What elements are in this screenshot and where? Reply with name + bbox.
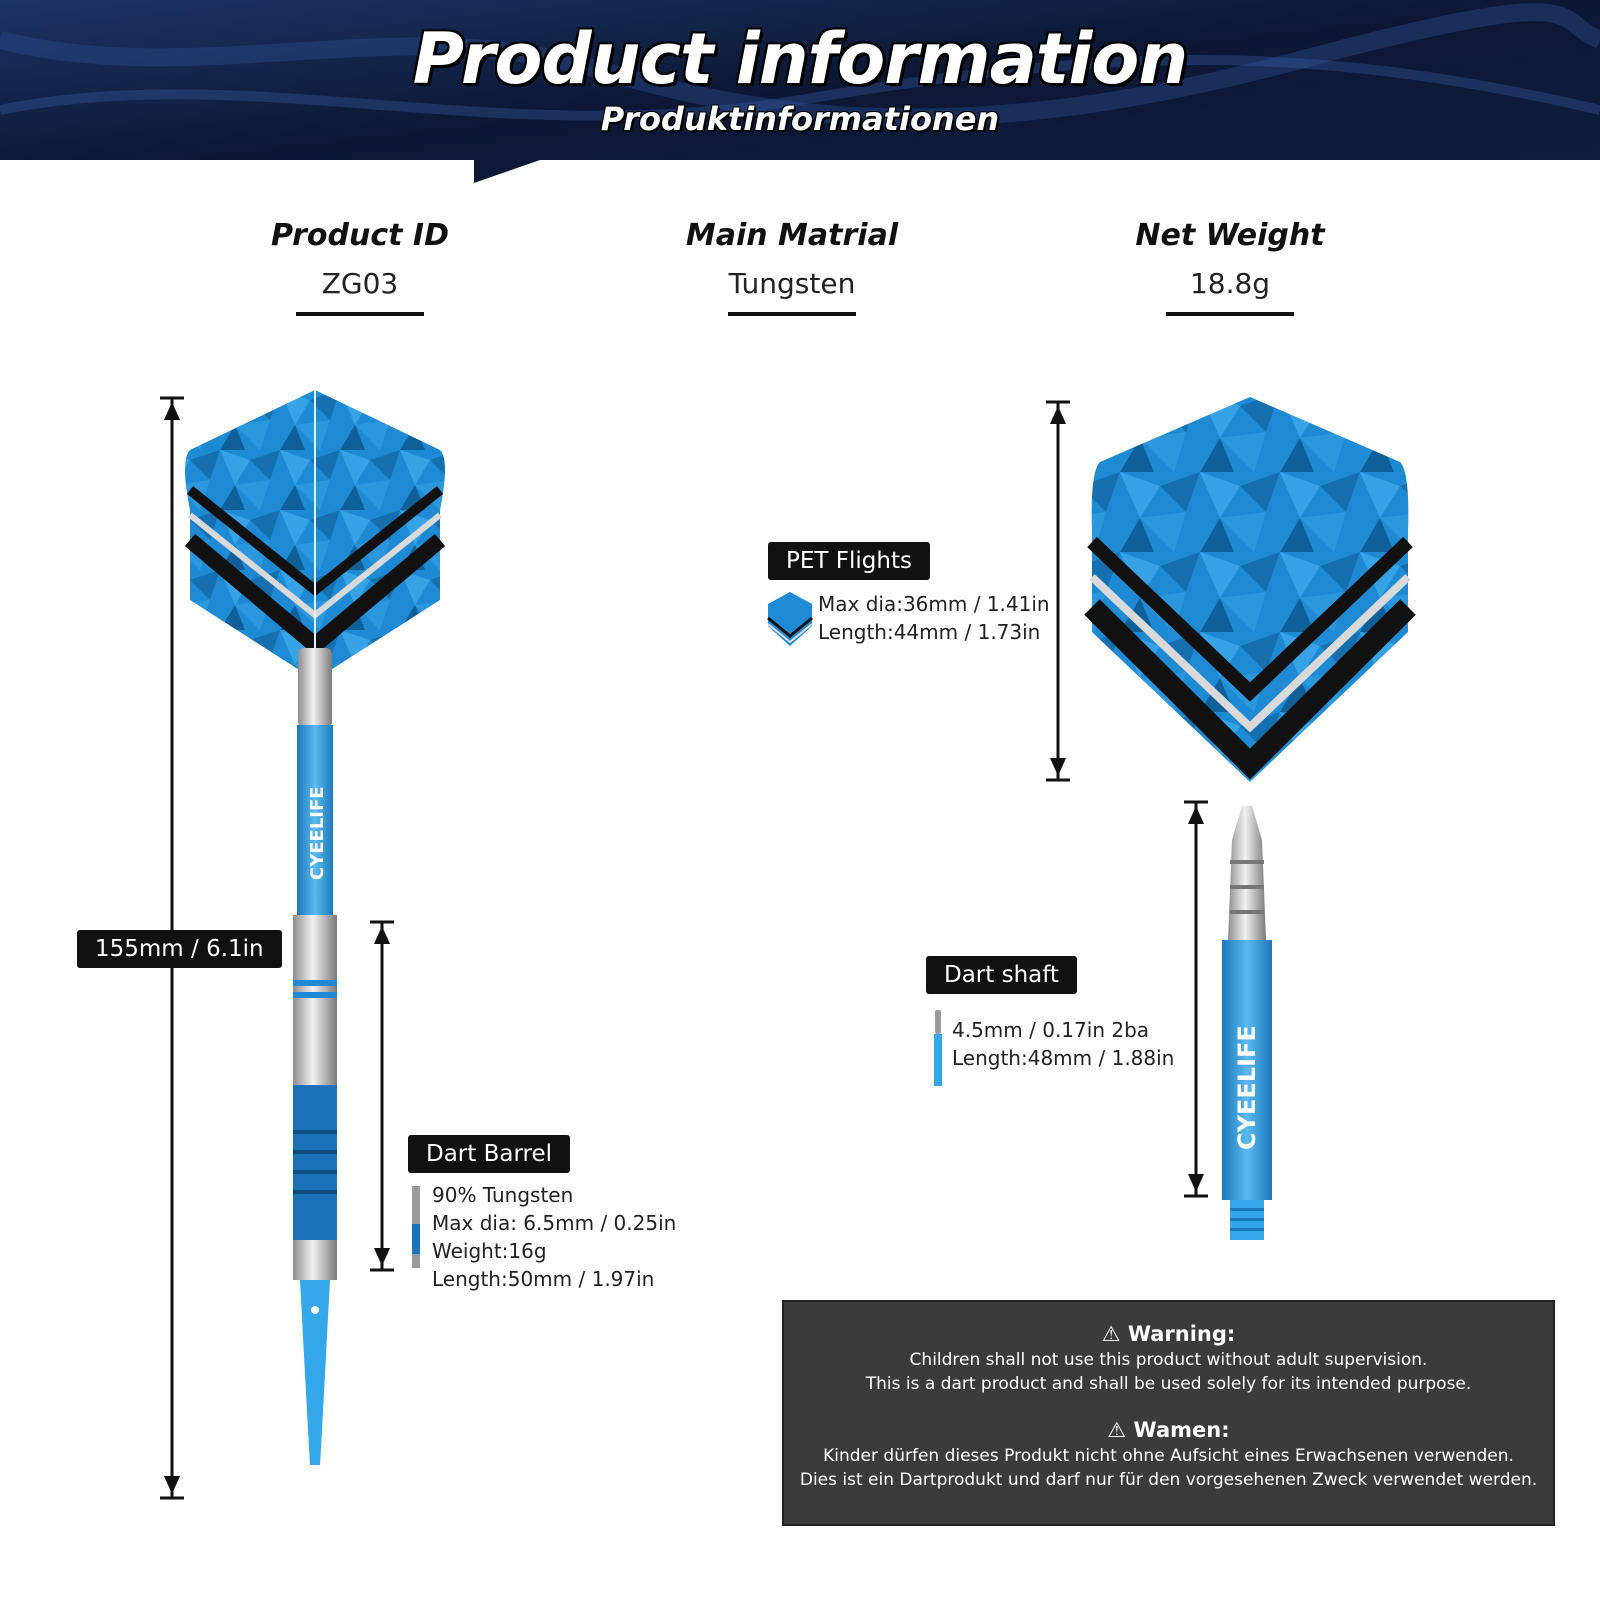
barrel-grip — [293, 975, 337, 1280]
warning-line: Children shall not use this product without adult supervision. — [909, 1350, 1428, 1370]
spec-value: 18.8g — [1189, 267, 1271, 300]
flight-front — [185, 390, 445, 680]
spec-label: Main Matrial — [685, 218, 899, 253]
spec-label: Net Weight — [1135, 218, 1325, 253]
warning-line: Dies ist ein Dartprodukt und darf nur für den vorgesehenen Zweck verwendet werden. — [799, 1470, 1538, 1490]
spec-label: Product ID — [271, 218, 449, 253]
shaft-thread: 4.5mm / 0.17in 2ba — [952, 1018, 1150, 1042]
flights-details — [818, 590, 1050, 646]
barrel-tag: Dart Barrel — [408, 1135, 570, 1173]
flights-length: Length:44mm / 1.73in — [818, 620, 1041, 644]
spec-underline — [296, 312, 424, 316]
spec-net-weight — [1070, 218, 1390, 316]
shaft-length-arrow — [1184, 802, 1208, 1196]
shaft-tag: Dart shaft — [926, 956, 1077, 994]
page-title: Product information — [412, 18, 1188, 100]
brand-logo: CYEELIFE — [1233, 1025, 1261, 1150]
total-length-tag: 155mm / 6.1in — [77, 930, 282, 968]
spec-underline — [1166, 312, 1294, 316]
spec-underline — [728, 312, 856, 316]
flight-large-illustration — [1040, 392, 1420, 792]
warning-title-de: ⚠ Wamen: — [1107, 1418, 1230, 1442]
barrel-material: 90% Tungsten — [432, 1183, 574, 1207]
barrel-max-dia: Max dia: 6.5mm / 0.25in — [432, 1211, 677, 1235]
spec-main-material — [632, 218, 952, 316]
flight-mini-icon — [766, 590, 814, 650]
spec-product-id — [200, 218, 520, 316]
shaft-details — [952, 1016, 1174, 1072]
header-banner — [0, 0, 1600, 185]
flight-length-arrow — [1046, 402, 1070, 780]
barrel-details — [432, 1181, 676, 1293]
warning-icon: ⚠ — [1107, 1418, 1134, 1442]
spec-value: Tungsten — [728, 267, 856, 300]
warning-icon: ⚠ — [1101, 1322, 1128, 1346]
barrel-weight: Weight:16g — [432, 1239, 547, 1263]
shaft-large-illustration — [1180, 800, 1290, 1250]
warning-line: This is a dart product and shall be used solely for its intended purpose. — [865, 1374, 1472, 1394]
barrel-mini-icon — [410, 1186, 422, 1268]
warning-title-en: ⚠ Warning: — [1101, 1322, 1236, 1346]
page-subtitle: Produktinformationen — [600, 100, 1000, 138]
shaft-mini-icon — [932, 1010, 944, 1086]
brand-logo: CYEELIFE — [307, 786, 328, 880]
barrel-length-arrow — [370, 922, 394, 1270]
warning-line: Kinder dürfen dieses Produkt nicht ohne Aufsicht eines Erwachsenen verwenden. — [823, 1446, 1514, 1466]
flights-max-dia: Max dia:36mm / 1.41in — [818, 592, 1050, 616]
warning-label — [782, 1300, 1555, 1526]
spec-value: ZG03 — [321, 267, 399, 300]
shaft-length: Length:48mm / 1.88in — [952, 1046, 1175, 1070]
shaft-ring — [298, 648, 332, 728]
barrel-top — [293, 915, 337, 975]
flights-tag: PET Flights — [768, 542, 930, 580]
barrel-length: Length:50mm / 1.97in — [432, 1267, 655, 1291]
